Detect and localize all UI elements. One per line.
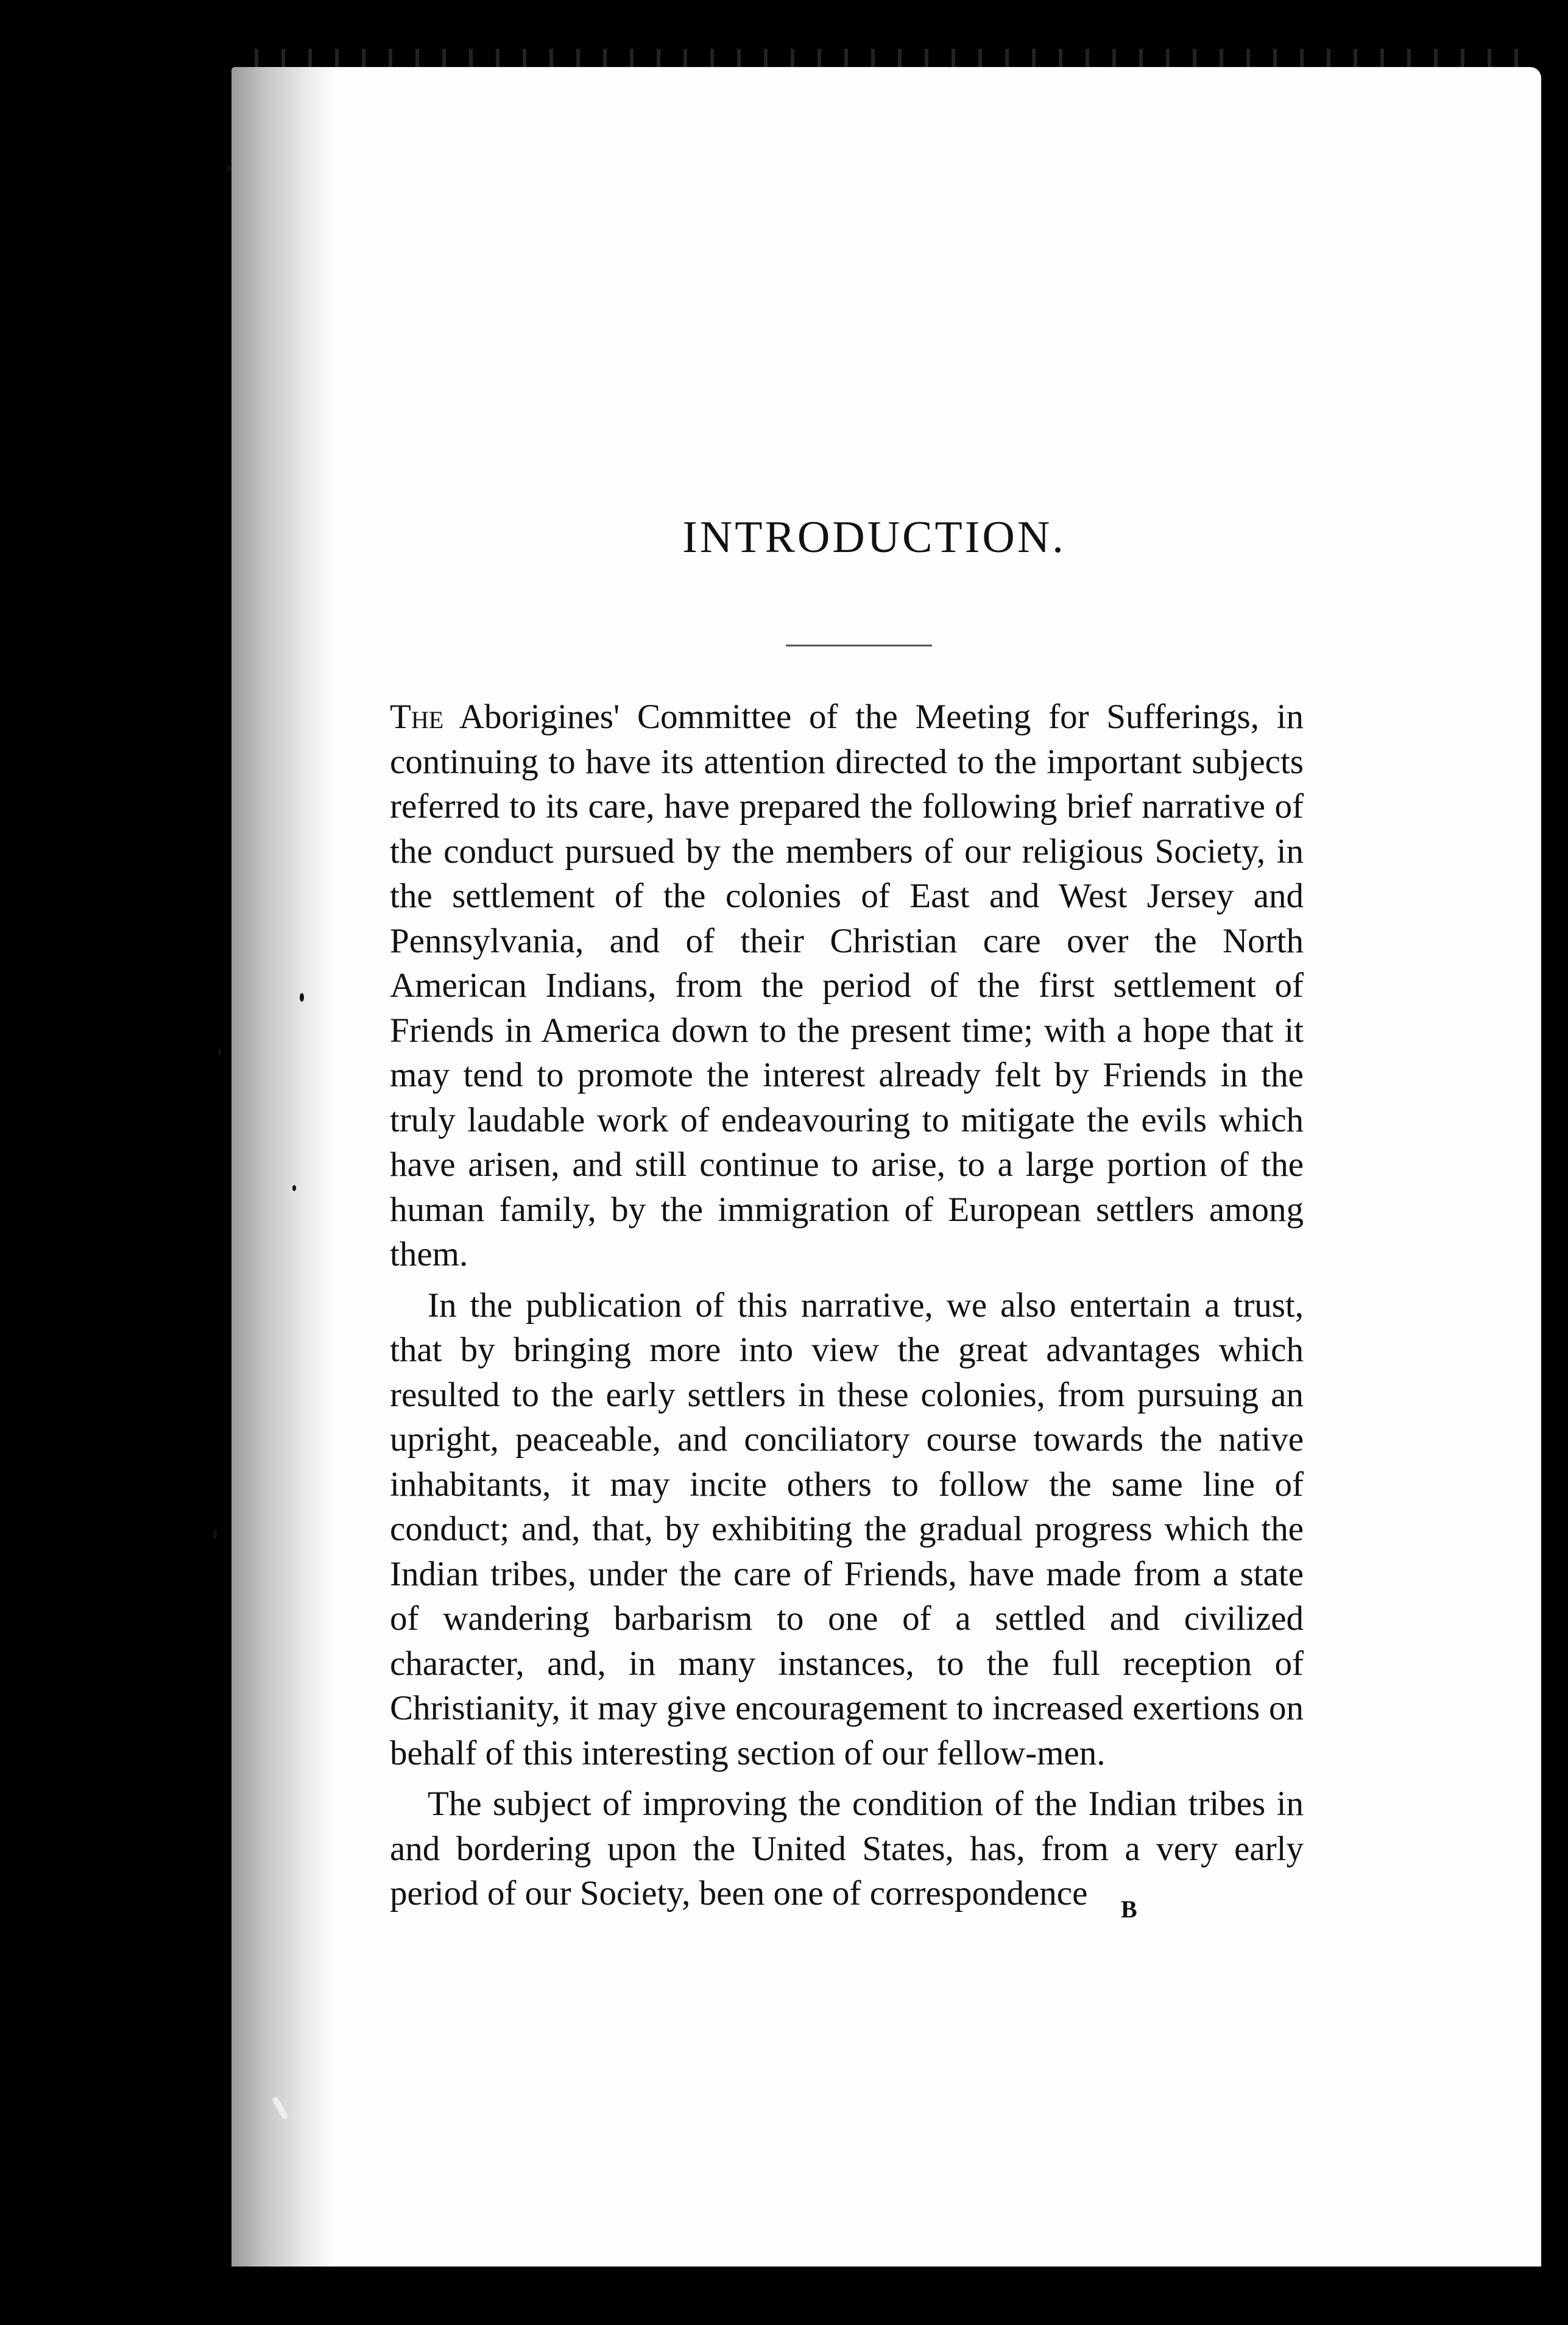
paragraph-2: In the publication of this narrative, we also entertain a trust, that by bringing more into view the great advantages which resulted to the early settlers in these colonies, from pursuing an upright, peaceable, and conciliatory course towards the native inhabitants, it may incite others to follow the same line of conduct; and, that, by exhibiting the gradual progress which the Indian tribes, under the care of Friends, have made from a state of wandering barbarism to one of a settled and civilized character, and, in many instances, to the full reception of Christianity, it may give encouragement to increased exertions on behalf of this interesting section of our fellow-men. — [390, 1286, 1304, 1772]
speck — [227, 166, 231, 172]
speck — [300, 993, 304, 1002]
facing-page-edge — [0, 58, 231, 2267]
paragraph-1-text: Aborigines' Committee of the Meeting for Sufferings, in continuing to have its attention directed to the important subjects referred to its care, have prepared the following brief narrative of the conduct pursued by the members of our religious Society, in the settlement of the colonies of East and West Jersey and Pennsylvania, and of their Christian care over the North American Indians, from the period of the first settlement of Friends in America down to the present time; with a hope that it may tend to promote the interest already felt by Friends in the truly laudable work of endeavouring to mitigate the evils which have arisen, and still continue to arise, to a large portion of the human family, by the immigration of European settlers among them. — [390, 698, 1304, 1273]
title-rule — [786, 645, 932, 646]
paragraph-lead: The — [390, 698, 444, 736]
signature-mark: B — [1121, 1895, 1137, 1923]
page-title: INTRODUCTION. — [682, 512, 1066, 562]
paragraph-1 — [390, 695, 1304, 1277]
gutter-shadow — [231, 67, 335, 2267]
speck — [218, 1048, 221, 1055]
speck — [292, 1185, 296, 1191]
body-text — [390, 695, 1304, 1916]
speck — [213, 1529, 217, 1539]
paragraph-3: The subject of improving the condition of the Indian tribes in and bordering upon the United States, has, from a very early period of our Society, been one of correspondence — [390, 1785, 1304, 1913]
